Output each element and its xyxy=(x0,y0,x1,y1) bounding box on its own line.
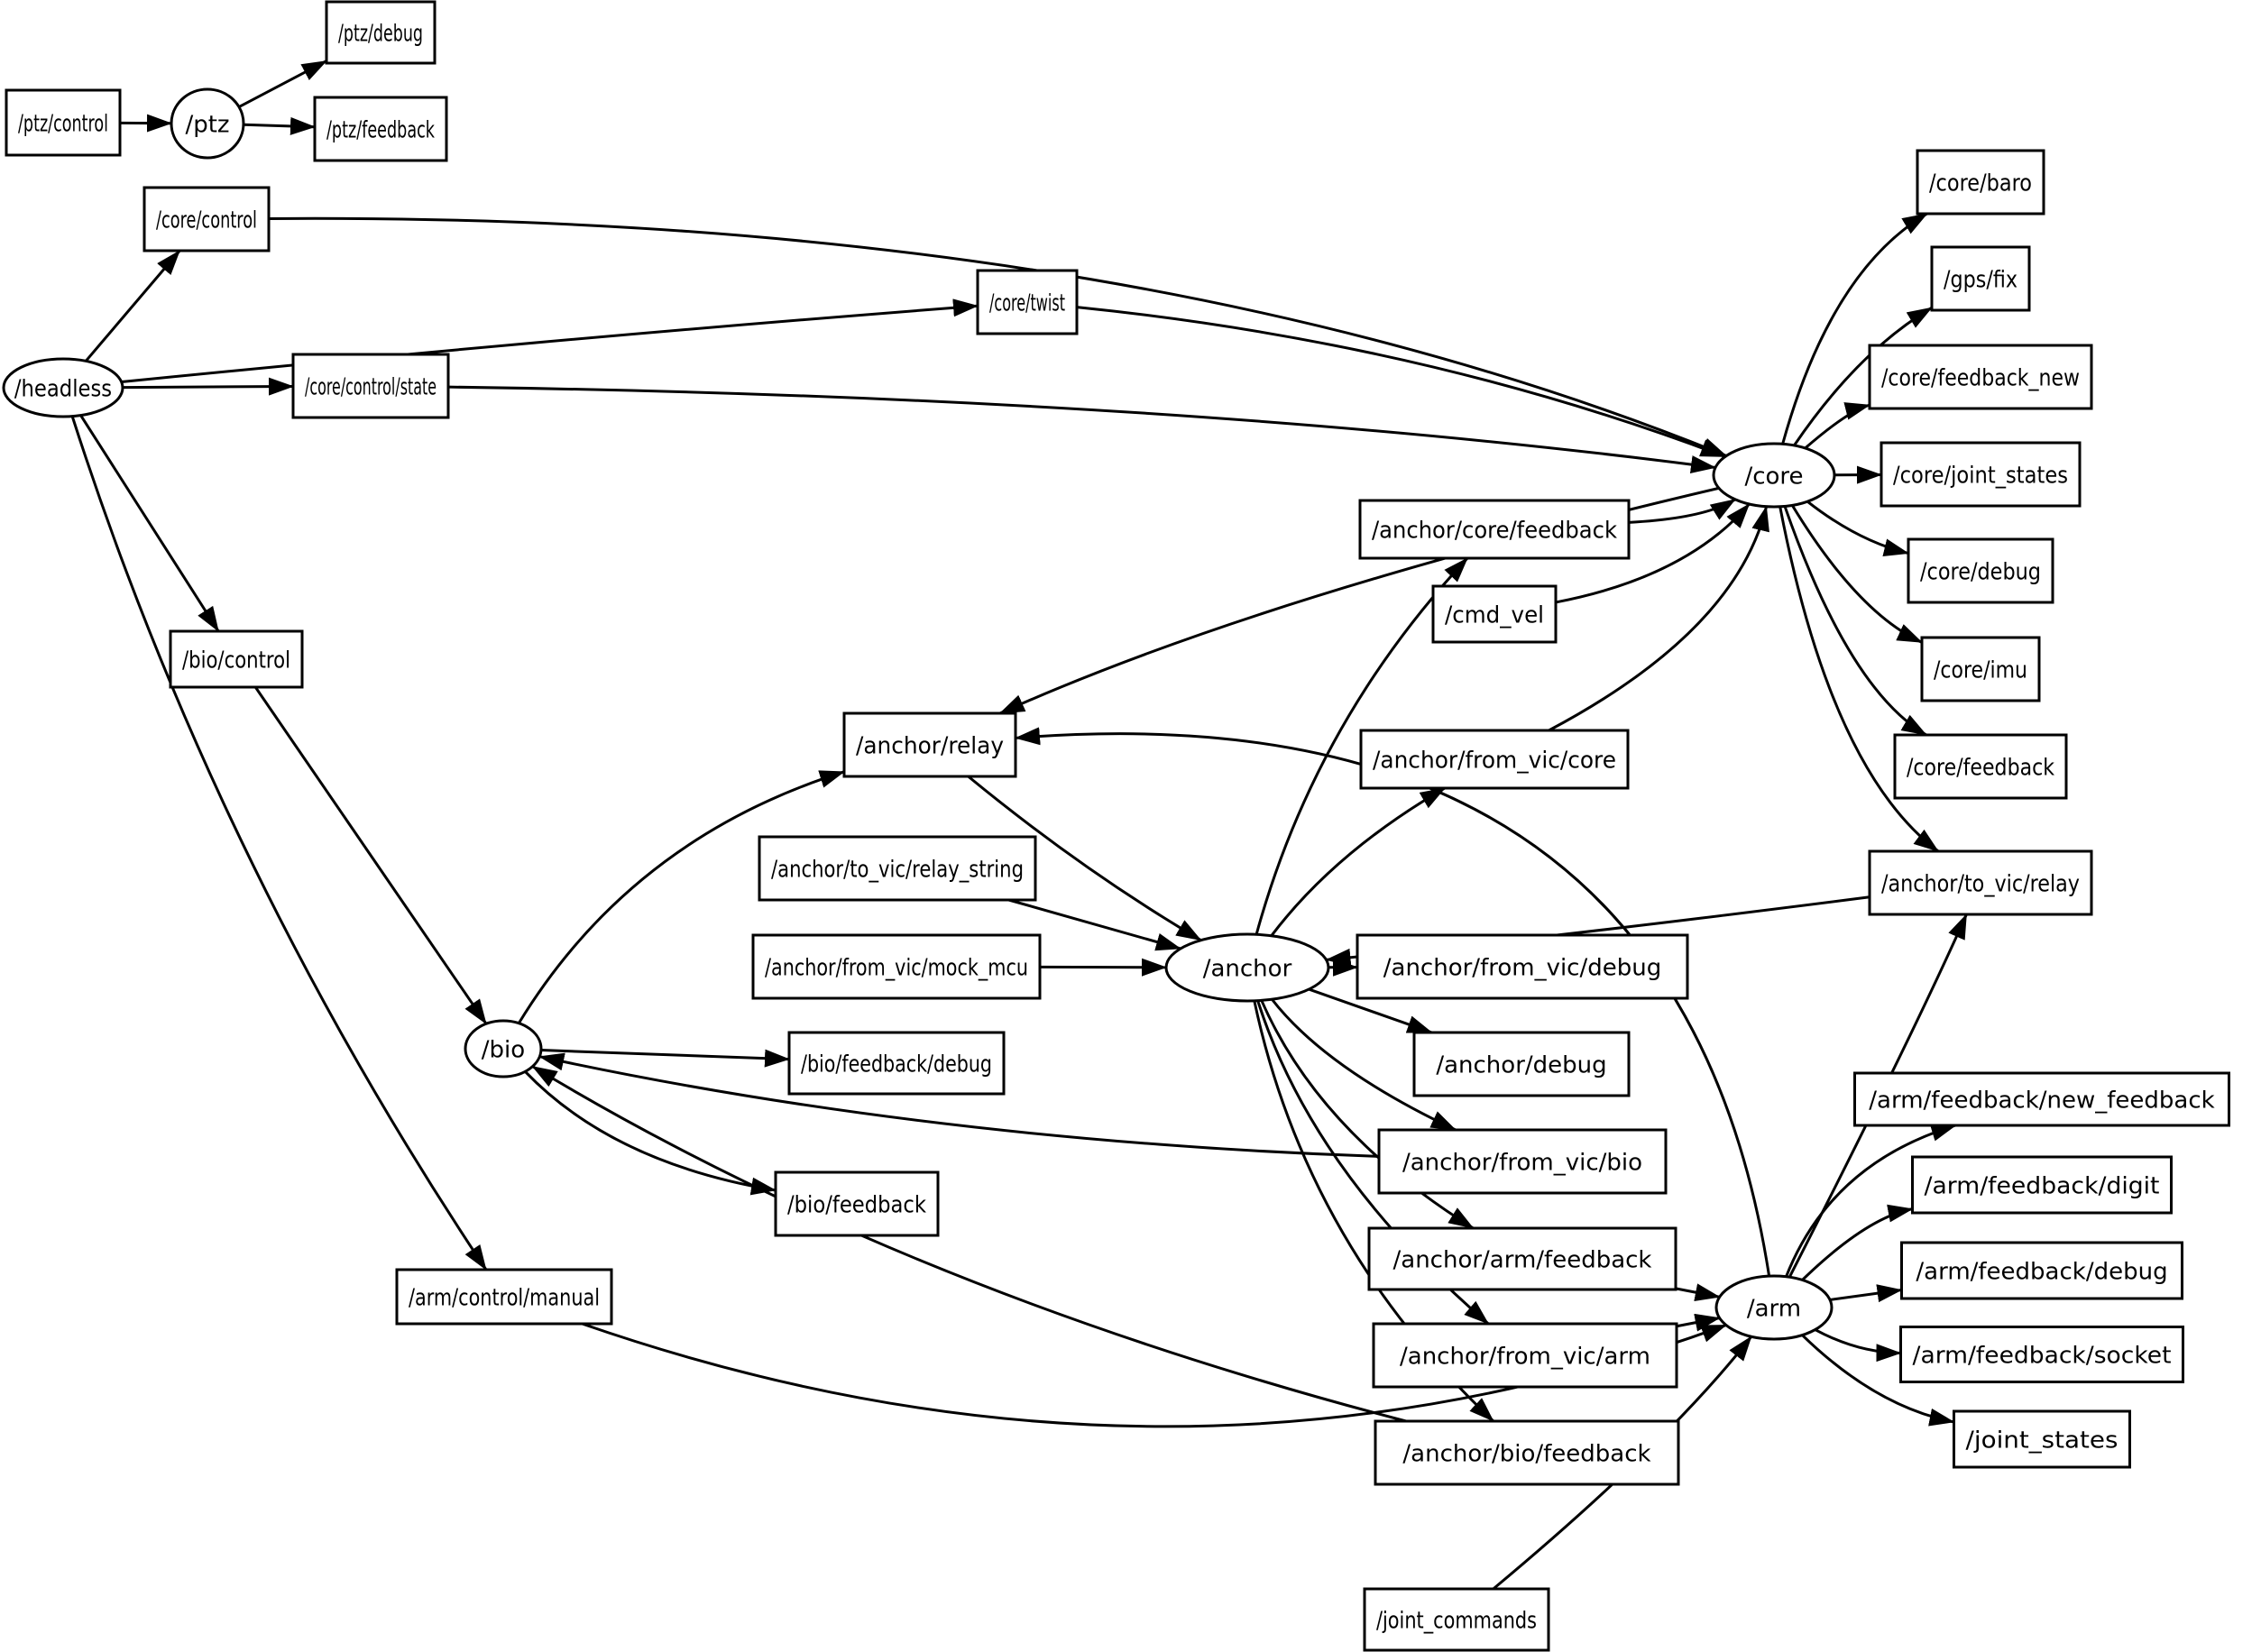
node-label: /gps/fix xyxy=(1944,266,2017,294)
node-label: /core/debug xyxy=(1920,558,2041,586)
graph-topic-joint-commands xyxy=(1365,1589,1549,1650)
node-label: /core/imu xyxy=(1934,656,2027,684)
node-label: /core/baro xyxy=(1929,170,2032,197)
node-label: /arm/feedback/digit xyxy=(1924,1172,2160,1200)
node-label: /anchor/to_vic/relay_string xyxy=(771,856,1024,884)
node-label: /arm/feedback/socket xyxy=(1912,1342,2172,1370)
graph-node-anchor xyxy=(1166,934,1328,1001)
node-label: /anchor/bio/feedback xyxy=(1402,1440,1651,1468)
node-label: /anchor/from_vic/mock_mcu xyxy=(765,954,1028,982)
node-label: /bio/feedback/debug xyxy=(801,1051,992,1078)
graph-node-bio xyxy=(465,1021,541,1077)
graph-edge xyxy=(72,417,486,1270)
node-label: /anchor/from_vic/bio xyxy=(1402,1149,1643,1177)
node-label: /core/twist xyxy=(989,289,1065,317)
graph-topic-anchor-from-vic-core xyxy=(1361,730,1628,788)
graph-edge xyxy=(1016,734,1769,1276)
node-label: /core/control xyxy=(156,206,257,234)
node-label: /ptz xyxy=(185,111,230,139)
graph-topic-core-control xyxy=(144,188,269,251)
node-label: /anchor xyxy=(1202,955,1292,983)
graph-topic-arm-feedback-digit xyxy=(1913,1157,2172,1213)
graph-edge xyxy=(448,387,1715,467)
graph-topic-anchor-debug xyxy=(1414,1032,1629,1096)
node-label: /ptz/debug xyxy=(338,20,423,48)
node-label: /arm/feedback/debug xyxy=(1916,1258,2168,1286)
node-label: /anchor/from_vic/debug xyxy=(1383,954,1662,982)
graph-topic-joint-states xyxy=(1954,1411,2130,1467)
graph-edge xyxy=(239,61,326,107)
graph-edge xyxy=(1677,1318,1720,1326)
graph-topic-anchor-arm-feedback xyxy=(1369,1228,1676,1289)
graph-topic-anchor-to-vic-relay xyxy=(1870,851,2091,914)
graph-topic-ptz-control xyxy=(6,90,120,155)
graph-topic-cmd-vel xyxy=(1433,586,1556,642)
graph-edge xyxy=(1272,788,1445,936)
node-label: /bio/feedback xyxy=(787,1191,926,1219)
graph-topic-core-baro xyxy=(1917,151,2044,214)
graph-topic-anchor-bio-feedback xyxy=(1375,1421,1678,1484)
graph-topic-core-feedback-new xyxy=(1870,345,2091,408)
graph-topic-gps-fix xyxy=(1932,247,2029,310)
graph-topic-bio-feedback xyxy=(776,1172,938,1235)
node-label: /core/joint_states xyxy=(1893,462,2068,490)
graph-topic-core-imu xyxy=(1922,638,2039,701)
graph-edge xyxy=(533,1067,1406,1421)
node-label: /core/feedback_new xyxy=(1881,364,2080,392)
node-label: /core/feedback xyxy=(1907,754,2054,782)
graph-topic-anchor-from-vic-bio xyxy=(1379,1130,1666,1193)
graph-node-core xyxy=(1714,444,1834,507)
node-label: /ptz/feedback xyxy=(326,116,435,144)
node-label: /arm/feedback/new_feedback xyxy=(1869,1087,2215,1115)
graph-topic-anchor-core-feedback xyxy=(1360,500,1629,558)
graph-edge xyxy=(244,124,315,126)
graph-edge xyxy=(86,251,179,361)
node-label: /anchor/arm/feedback xyxy=(1392,1246,1652,1274)
node-label: /headless xyxy=(14,375,113,403)
graph-edge xyxy=(541,1051,789,1060)
graph-edge xyxy=(1629,500,1735,523)
graph-edge xyxy=(1815,1330,1901,1354)
node-label: /joint_states xyxy=(1965,1427,2119,1455)
graph-node-ptz xyxy=(171,89,244,158)
node-label: /anchor/from_vic/arm xyxy=(1400,1343,1650,1371)
node-label: /arm/control/manual xyxy=(409,1284,600,1312)
node-label: /anchor/core/feedback xyxy=(1372,517,1617,545)
graph-edge xyxy=(1806,405,1870,448)
graph-topic-anchor-to-vic-relay-string xyxy=(759,837,1035,900)
node-label: /anchor/to_vic/relay xyxy=(1881,870,2080,898)
graph-topic-core-joint-states xyxy=(1881,443,2080,506)
node-label: /bio/control xyxy=(182,647,290,675)
graph-edge xyxy=(1807,501,1908,553)
node-label: /bio xyxy=(481,1036,526,1064)
graph-topic-anchor-relay xyxy=(844,713,1016,776)
graph-topic-arm-feedback-new-feedback xyxy=(1855,1073,2229,1125)
graph-topic-anchor-from-vic-arm xyxy=(1374,1324,1677,1387)
graph-node-headless xyxy=(4,359,123,417)
graph-topic-ptz-debug xyxy=(326,2,435,63)
node-label: /core/control/state xyxy=(305,373,437,401)
graph-topic-ptz-feedback xyxy=(315,97,446,161)
graph-topic-bio-feedback-debug xyxy=(789,1032,1004,1094)
graph-topic-bio-control xyxy=(170,631,302,687)
graph-edge xyxy=(255,687,486,1023)
graph-topic-arm-feedback-debug xyxy=(1902,1243,2183,1299)
node-label: /ptz/control xyxy=(18,110,108,138)
graph-edge xyxy=(1676,1289,1720,1297)
graph-edge xyxy=(81,416,219,631)
node-label: /arm xyxy=(1746,1295,1802,1323)
graph-topic-core-debug xyxy=(1908,539,2053,602)
node-label: /cmd_vel xyxy=(1445,601,1544,629)
node-label: /core xyxy=(1744,463,1804,491)
graph-topic-core-twist xyxy=(978,271,1077,334)
graph-node-arm xyxy=(1716,1276,1832,1339)
node-label: /anchor/relay xyxy=(856,732,1004,760)
graph-topic-anchor-from-vic-mock-mcu xyxy=(753,935,1040,998)
graph-edge xyxy=(122,306,978,381)
graph-edge xyxy=(525,1071,776,1190)
graph-edge xyxy=(1830,1289,1901,1299)
graph-edge xyxy=(123,387,293,388)
graph-topic-anchor-from-vic-debug xyxy=(1357,935,1687,998)
graph-topic-core-control-state xyxy=(293,354,448,418)
node-label: /anchor/from_vic/core xyxy=(1373,747,1616,775)
graph-edge xyxy=(269,218,1726,455)
graph-topic-arm-feedback-socket xyxy=(1901,1327,2183,1382)
graph-topic-arm-control-manual xyxy=(397,1270,611,1324)
node-label: /anchor/debug xyxy=(1436,1051,1607,1079)
node-label: /joint_commands xyxy=(1376,1607,1537,1635)
graph-topic-core-feedback xyxy=(1895,735,2066,798)
